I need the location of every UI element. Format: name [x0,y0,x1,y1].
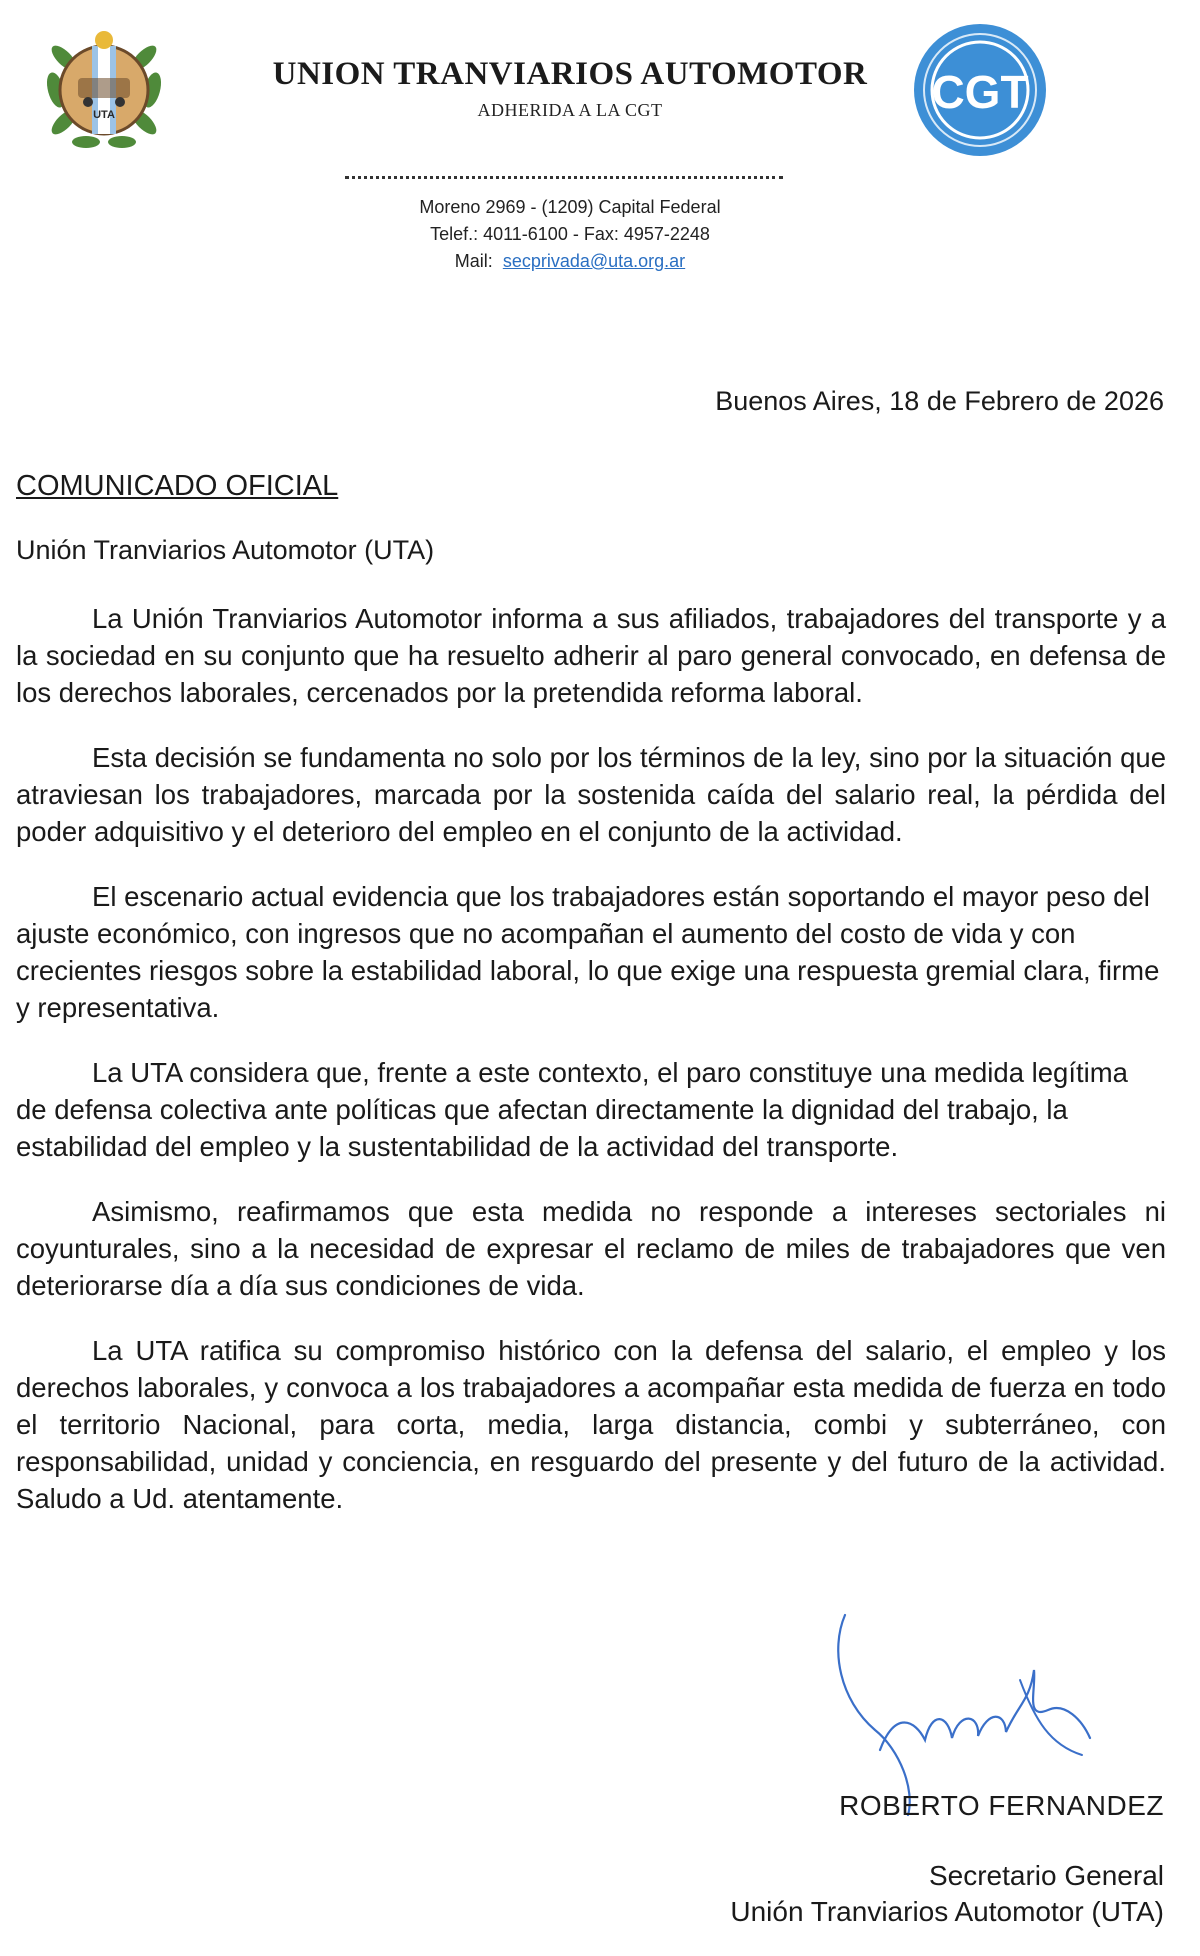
affiliation-line: ADHERIDA A LA CGT [477,100,663,120]
letter-body [16,600,1166,1545]
cgt-logo-icon [910,20,1050,160]
contact-block [300,194,840,275]
organization-name: UNION TRANVIARIOS AUTOMOTOR [272,56,868,92]
body-paragraph: Asimismo, reafirmamos que esta medida no responde a intereses sectoriales ni coyunturales, sino a la necesidad de expresar el reclamo de miles de trabajadores que ven deteriorarse día a día sus condiciones de vida. [16,1196,1166,1301]
mail-label: Mail: [454,251,493,271]
signer-organization: Unión Tranviarios Automotor (UTA) [730,1896,1164,1927]
letter-title: COMUNICADO OFICIAL [16,470,339,502]
email-link[interactable]: secprivada@uta.org.ar [502,251,686,271]
body-paragraph: La UTA considera que, frente a este contexto, el paro constituye una medida legítima de defensa colectiva ante políticas que afectan directamente la dignidad del trabajo, la estabilidad del empleo y la sustentabilidad de la actividad del transporte. [16,1057,1128,1162]
uta-emblem-icon [34,20,174,160]
svg-text:UTA: UTA [93,109,115,121]
body-paragraph: Esta decisión se fundamenta no solo por los términos de la ley, sino por la situación que atraviesan los trabajadores, marcada por la sostenida caída del salario real, la pérdida del poder adquisitivo y el deterioro del empleo en el conjunto de la actividad. [16,742,1166,847]
letter-date: Buenos Aires, 18 de Febrero de 2026 [715,386,1164,416]
address-line: Moreno 2969 - (1209) Capital Federal [419,197,721,217]
body-paragraph: La Unión Tranviarios Automotor informa a sus afiliados, trabajadores del transporte y a la sociedad en su conjunto que ha resuelto adherir al paro general convocado, en defensa de los derechos laborales, cercenados por la pretendida reforma laboral. [16,603,1166,708]
body-paragraph: La UTA ratifica su compromiso histórico con la defensa del salario, el empleo y los derechos laborales, y convoca a los trabajadores a acompañar esta medida de fuerza en todo el territorio Nacional, para corta, media, larga distancia, combi y subterráneo, con responsabilidad, unidad y conciencia, en resguardo del presente y del futuro de la actividad. Saludo a Ud. atentamente. [16,1335,1166,1514]
cgt-logo-text: CGT [931,66,1029,118]
letter-subtitle: Unión Tranviarios Automotor (UTA) [16,535,435,565]
mail-line [300,248,840,275]
body-paragraph: El escenario actual evidencia que los trabajadores están soportando el mayor peso del ajuste económico, con ingresos que no acompañan el aumento del costo de vida y con crecientes riesgos sobre la estabilidad laboral, lo que exige una respuesta gremial clara, firme y representativa. [16,881,1160,1023]
signer-role: Secretario General [928,1860,1164,1891]
header-divider [345,176,783,179]
signer-name: ROBERTO FERNANDEZ [839,1790,1164,1821]
phone-line: Telef.: 4011-6100 - Fax: 4957-2248 [430,224,710,244]
